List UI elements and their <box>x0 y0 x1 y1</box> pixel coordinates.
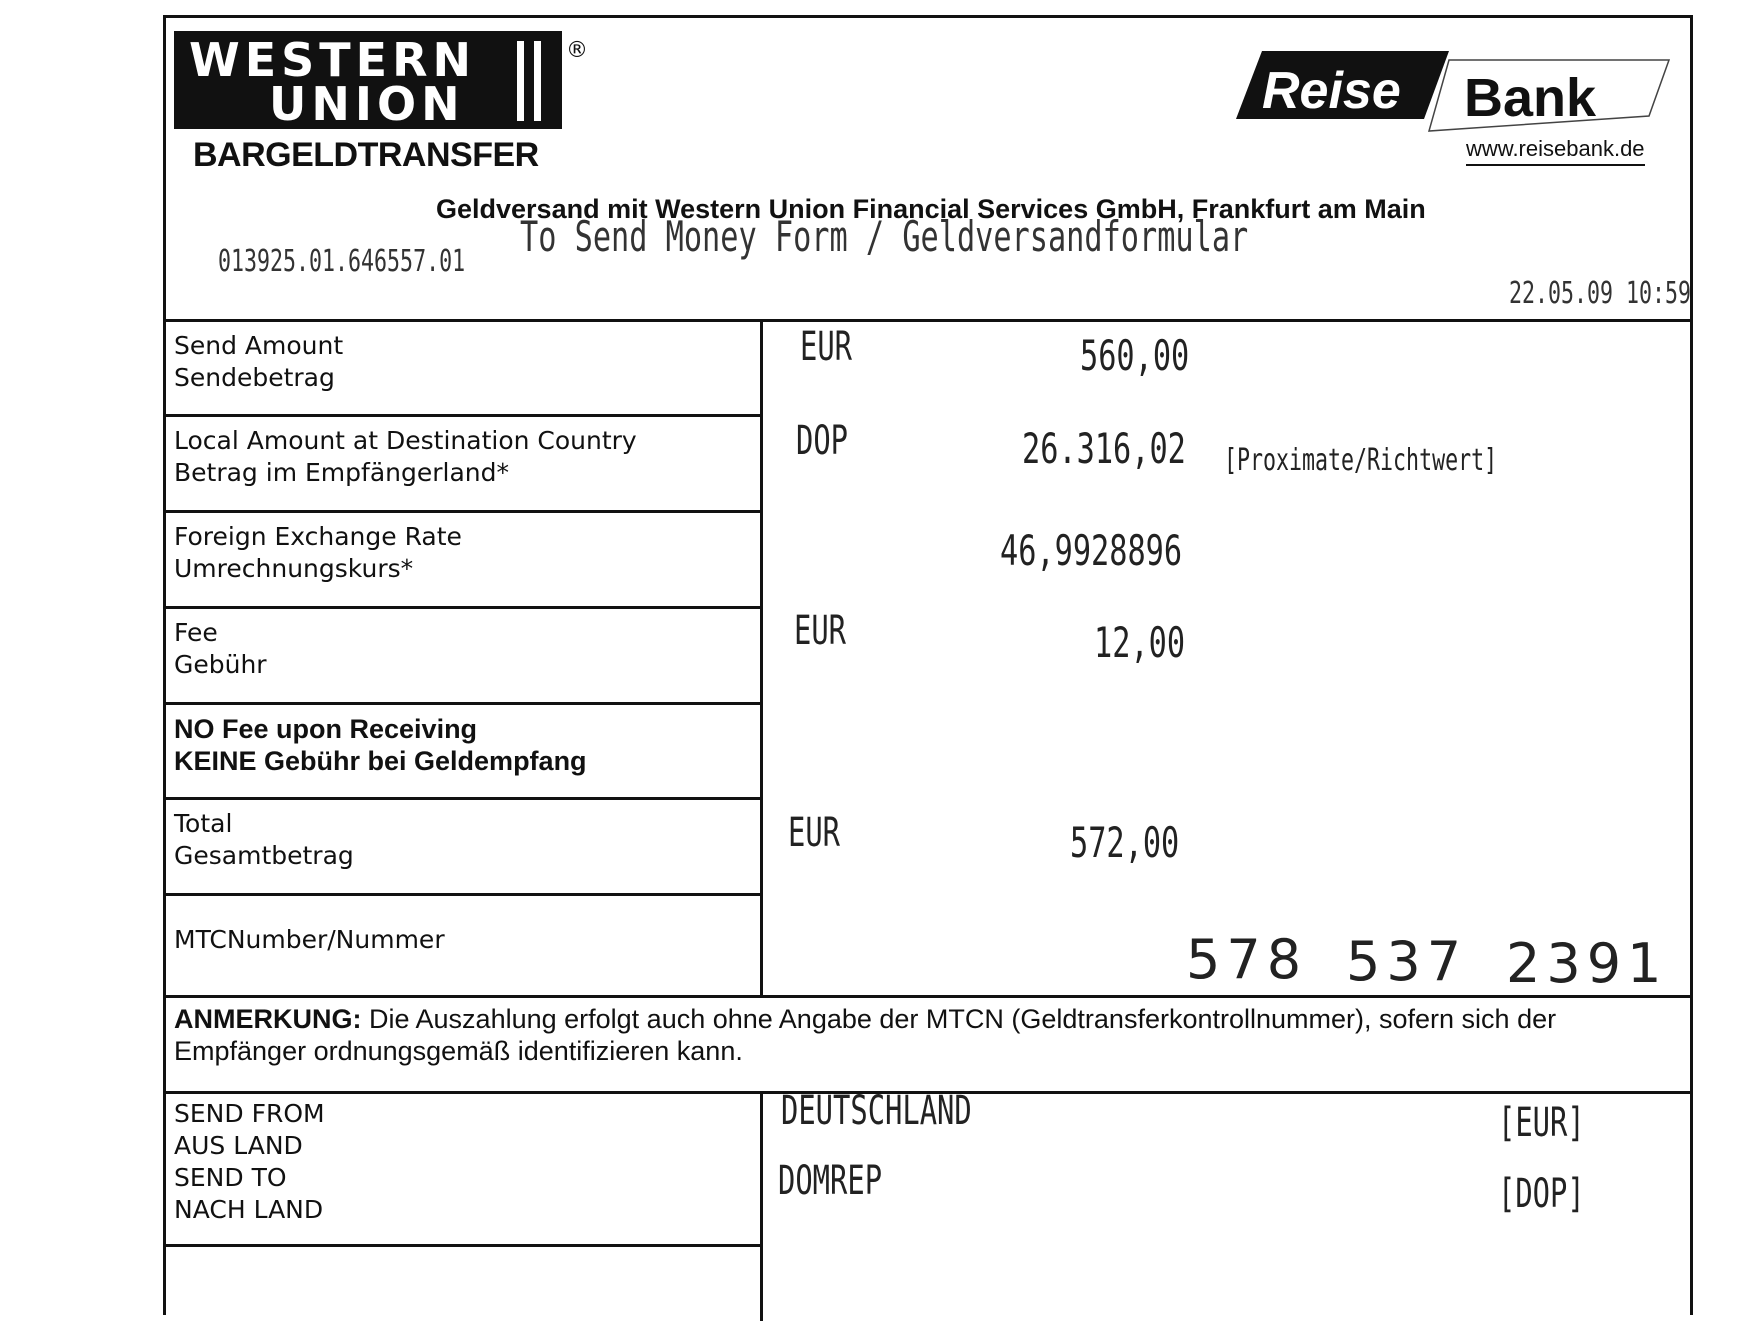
wu-subtitle: BARGELDTRANSFER <box>193 136 539 174</box>
send-amount-value: 560,00 <box>1080 331 1190 380</box>
label-send-to-en: SEND TO <box>174 1163 287 1192</box>
label-send-to-de: NACH LAND <box>174 1195 324 1224</box>
label-mtcn: MTCNumber/Nummer <box>174 925 445 954</box>
exchange-rate-value: 46,9928896 <box>1000 526 1183 575</box>
label-send-amount-de: Sendebetrag <box>174 363 335 392</box>
label-local-amount-de: Betrag im Empfängerland* <box>174 458 509 487</box>
row-local-amount <box>166 417 760 513</box>
label-send-amount-en: Send Amount <box>174 331 344 360</box>
column-divider <box>760 1091 763 1321</box>
wu-logo-line2: UNION <box>269 77 465 131</box>
note-lead: ANMERKUNG: <box>174 1004 362 1034</box>
subtitle: Geldversand mit Western Union Financial Services GmbH, Frankfurt am Main <box>436 194 1426 224</box>
label-send-from-en: SEND FROM <box>174 1099 325 1128</box>
label-no-fee-en: NO Fee upon Receiving <box>174 714 478 744</box>
note-text: Die Auszahlung erfolgt auch ohne Angabe der MTCN (Geldtransferkontrollnummer), sofern sich der Empfänger ordnungsgemäß identifizieren kann. <box>174 1004 1557 1066</box>
registered-mark: ® <box>566 38 588 63</box>
total-currency: EUR <box>788 810 841 856</box>
mtcn-part3: 2391 <box>1506 932 1668 995</box>
label-total-de: Gesamtbetrag <box>174 841 354 870</box>
row-exchange-rate <box>166 513 760 609</box>
send-money-form <box>163 15 1693 1315</box>
note-anmerkung <box>174 1003 1654 1067</box>
label-fee-en: Fee <box>174 618 218 647</box>
label-no-fee-de: KEINE Gebühr bei Geldempfang <box>174 746 587 776</box>
column-divider <box>760 319 763 995</box>
to-currency: [DOP] <box>1498 1171 1585 1217</box>
reisebank-bank-text: Bank <box>1464 68 1597 128</box>
label-exchange-rate-de: Umrechnungskurs* <box>174 554 414 583</box>
from-country: DEUTSCHLAND <box>781 1088 972 1134</box>
local-amount-currency: DOP <box>796 418 849 464</box>
mtcn-part2: 537 <box>1346 930 1468 993</box>
divider <box>166 1244 760 1247</box>
label-total-en: Total <box>174 809 233 838</box>
form-title: To Send Money Form / Geldversandformular <box>520 212 1249 261</box>
row-send-amount <box>166 322 760 417</box>
label-exchange-rate-en: Foreign Exchange Rate <box>174 522 462 551</box>
total-value: 572,00 <box>1070 818 1180 867</box>
row-total <box>166 800 760 896</box>
fee-currency: EUR <box>794 608 847 654</box>
row-no-fee <box>166 705 760 800</box>
to-country: DOMREP <box>778 1158 883 1204</box>
label-local-amount-en: Local Amount at Destination Country <box>174 426 637 455</box>
wu-bars-icon <box>517 41 547 121</box>
reisebank-logo <box>1224 36 1674 146</box>
form-reference: 013925.01.646557.01 <box>218 244 466 279</box>
mtcn-part1: 578 <box>1186 928 1308 991</box>
reisebank-reise-text: Reise <box>1262 62 1401 120</box>
from-currency: [EUR] <box>1498 1100 1585 1146</box>
local-amount-note: [Proximate/Richtwert] <box>1224 443 1498 478</box>
divider <box>166 995 1690 998</box>
label-send-from-de: AUS LAND <box>174 1131 303 1160</box>
label-fee-de: Gebühr <box>174 650 267 679</box>
fee-value: 12,00 <box>1094 618 1186 667</box>
row-fee <box>166 609 760 705</box>
timestamp: 22.05.09 10:59 <box>1509 276 1692 311</box>
reisebank-url[interactable]: www.reisebank.de <box>1466 136 1645 166</box>
send-amount-currency: EUR <box>800 324 853 370</box>
western-union-logo <box>174 31 562 129</box>
wu-logo-line1: WESTERN <box>189 33 477 87</box>
local-amount-value: 26.316,02 <box>1022 424 1186 473</box>
